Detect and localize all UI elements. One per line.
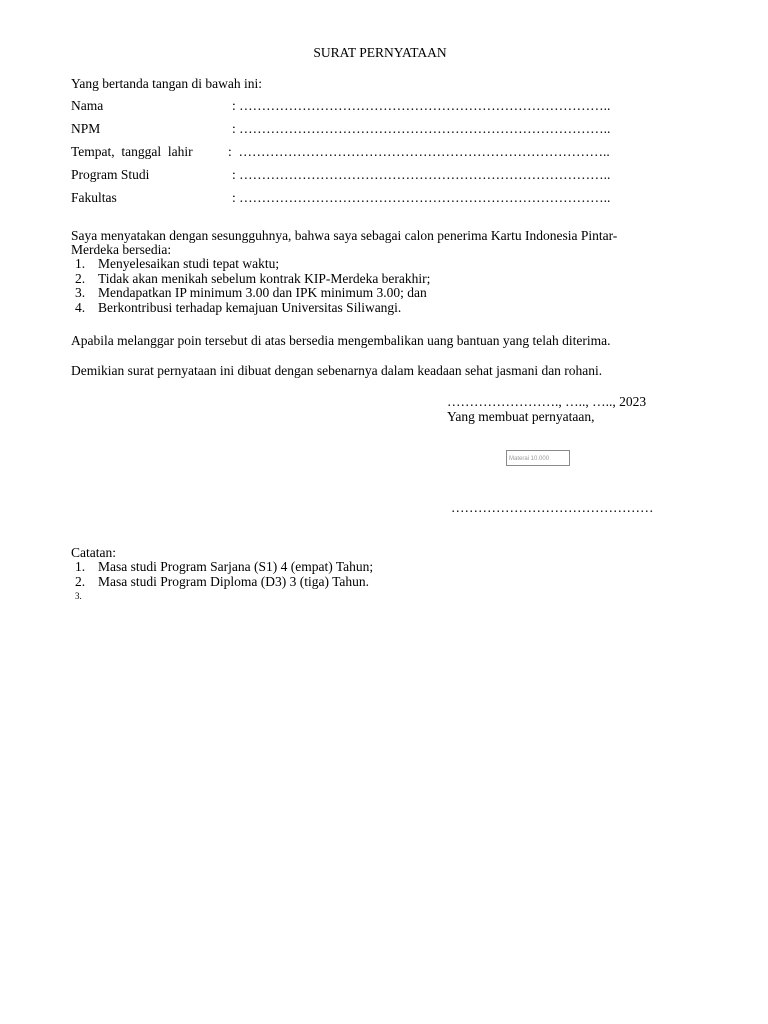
field-value-program-studi: : ………………………………………………………………………..: [232, 167, 611, 182]
list-item-number: 1.: [75, 559, 86, 574]
statement-line-1: Saya menyatakan dengan sesungguhnya, bahwa saya sebagai calon penerima Kartu Indonesia Pintar-: [71, 228, 618, 243]
statement-line-2: Merdeka bersedia:: [71, 242, 172, 257]
field-value-fakultas: : ………………………………………………………………………..: [232, 190, 611, 205]
list-item: [71, 301, 430, 316]
field-label-nama: Nama: [71, 98, 104, 113]
signer-label: Yang membuat pernyataan,: [447, 409, 595, 424]
stamp-box: [506, 450, 570, 466]
document-title: SURAT PERNYATAAN: [313, 45, 447, 60]
list-item: [71, 575, 373, 590]
list-item-number: 2.: [75, 270, 86, 286]
list-item: [71, 560, 373, 575]
stamp-label: Materai 10.000: [509, 456, 550, 462]
field-value-npm: : ………………………………………………………………………..: [232, 121, 611, 136]
list-item-number: 2.: [75, 573, 86, 589]
violation-text: Apabila melanggar poin tersebut di atas bersedia mengembalikan uang bantuan yang telah diterima.: [71, 333, 611, 348]
intro-text: Yang bertanda tangan di bawah ini:: [71, 76, 262, 91]
list-item-text: Masa studi Program Diploma (D3) 3 (tiga) Tahun.: [98, 573, 370, 589]
field-value-nama: : ………………………………………………………………………..: [232, 98, 611, 113]
list-item-number: 3.: [75, 285, 86, 301]
notes-heading: Catatan:: [71, 545, 116, 560]
list-item-text: Masa studi Program Sarjana (S1) 4 (empat) Tahun;: [98, 559, 374, 574]
list-item: [71, 257, 430, 272]
field-label-tempat-tanggal-lahir: Tempat, tanggal lahir: [71, 144, 193, 159]
list-item-text: Mendapatkan IP minimum 3.00 dan IPK minimum 3.00; dan: [98, 285, 427, 301]
field-label-npm: NPM: [71, 121, 101, 136]
notes-list: [71, 560, 373, 604]
list-item: [71, 272, 430, 287]
list-item: [71, 589, 373, 604]
place-date: ……………………., ….., ….., 2023: [447, 394, 647, 409]
closing-text: Demikian surat pernyataan ini dibuat dengan sebenarnya dalam keadaan sehat jasmani dan rohani.: [71, 363, 603, 378]
list-item: [71, 286, 430, 301]
list-item-text: Tidak akan menikah sebelum kontrak KIP-Merdeka berakhir;: [98, 270, 431, 286]
list-item-number: 3.: [75, 591, 82, 602]
list-item-number: 1.: [75, 256, 86, 271]
field-value-tempat-tanggal-lahir: : ………………………………………………………………………..: [228, 144, 610, 159]
commitments-list: [71, 257, 430, 316]
list-item-text: Menyelesaikan studi tepat waktu;: [98, 256, 280, 271]
list-item-number: 4.: [75, 300, 86, 316]
list-item-text: Berkontribusi terhadap kemajuan Universitas Siliwangi.: [98, 300, 402, 316]
signature-line: ………………………………………: [451, 500, 654, 515]
field-label-fakultas: Fakultas: [71, 190, 117, 205]
field-label-program-studi: Program Studi: [71, 167, 150, 182]
